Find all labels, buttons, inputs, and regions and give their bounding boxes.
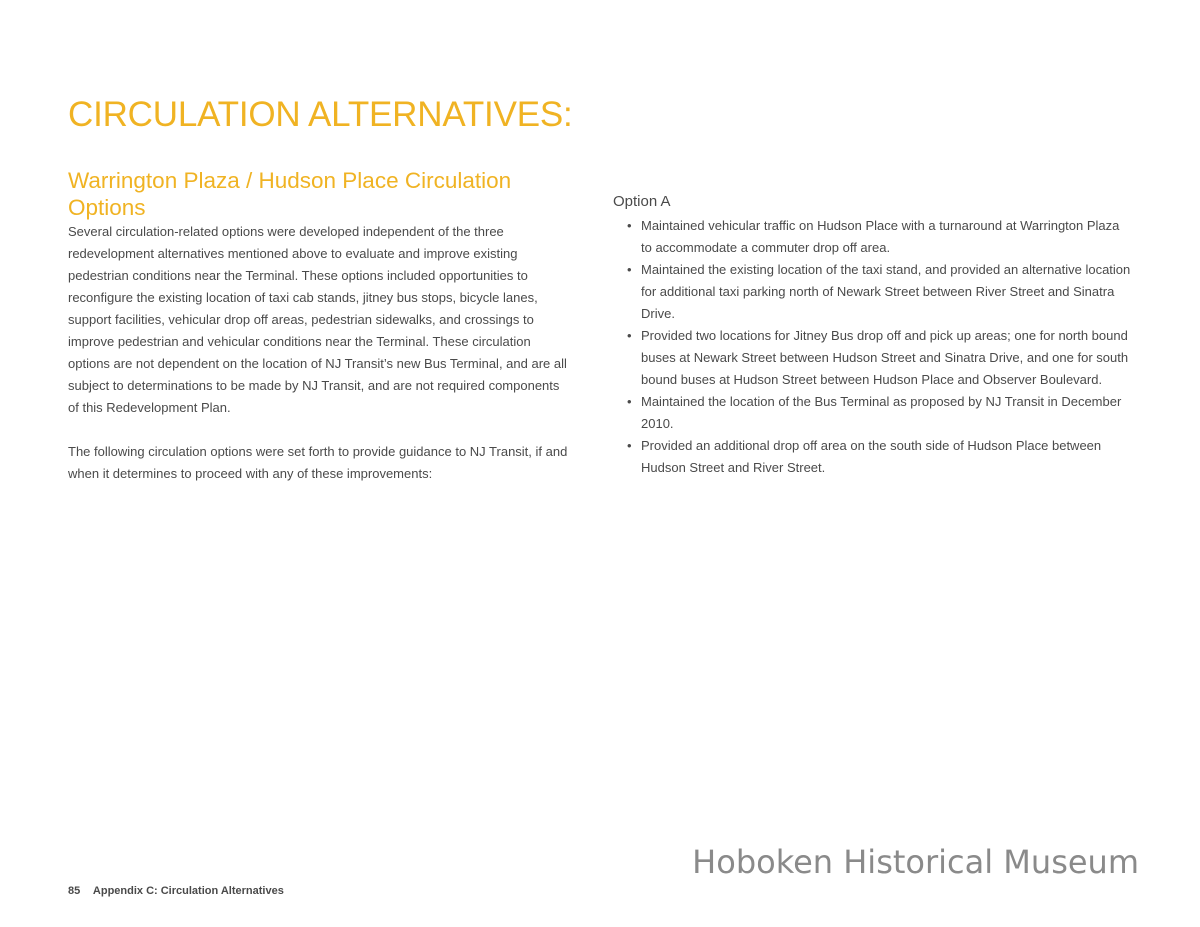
guidance-paragraph: The following circulation options were set forth to provide guidance to NJ Transit, if and when it determines to proceed with any of these improvements: (68, 444, 568, 481)
intro-paragraph: Several circulation-related options were developed independent of the three redevelopment alternatives mentioned above to evaluate and improve existing pedestrian conditions near the Terminal. These options included opportunities to reconfigure the existing location of taxi cab stands, jitney bus stops, bicycle lanes, support facilities, vehicular drop off areas, pedestrian sidewalks, and crossings to improve pedestrian and vehicular conditions near the Terminal. These circulation options are not dependent on the location of NJ Transit’s new Bus Terminal, and are all subject to determinations to be made by NJ Transit, and are not required components of this Redevelopment Plan. (68, 224, 567, 415)
list-item (613, 435, 1133, 479)
bullet-icon: • (627, 328, 632, 343)
list-item (613, 325, 1133, 391)
list-item-text: Maintained vehicular traffic on Hudson Place with a turnaround at Warrington Plaza to accommodate a commuter drop off area. (641, 218, 1120, 255)
list-item-text: Maintained the existing location of the taxi stand, and provided an alternative location for additional taxi parking north of Newark Street between River Street and Sinatra Drive. (641, 262, 1131, 321)
list-item-text: Provided an additional drop off area on the south side of Hudson Place between Hudson Street and River Street. (641, 438, 1102, 475)
page-title: CIRCULATION ALTERNATIVES: (68, 95, 573, 134)
list-item-text: Provided two locations for Jitney Bus drop off and pick up areas; one for north bound buses at Newark Street between Hudson Street and Sinatra Drive, and one for south bound buses at Hudson Street between Hudson Place and Observer Boulevard. (641, 328, 1129, 387)
option-a-heading: Option A (613, 193, 671, 210)
list-item-text: Maintained the location of the Bus Terminal as proposed by NJ Transit in December 2010. (641, 394, 1122, 431)
list-item (613, 215, 1133, 259)
option-a-list (613, 215, 1133, 479)
bullet-icon: • (627, 438, 632, 453)
watermark: Hoboken Historical Museum (692, 843, 1139, 881)
bullet-icon: • (627, 262, 632, 277)
footer-label: Appendix C: Circulation Alternatives (92, 885, 284, 897)
section-heading: Warrington Plaza / Hudson Place Circulation Options (68, 168, 512, 220)
page-footer (68, 884, 284, 898)
right-column (613, 191, 1133, 479)
left-column (68, 167, 573, 485)
page-number: 85 (68, 885, 81, 897)
list-item (613, 259, 1133, 325)
list-item (613, 391, 1133, 435)
bullet-icon: • (627, 394, 632, 409)
bullet-icon: • (627, 218, 632, 233)
